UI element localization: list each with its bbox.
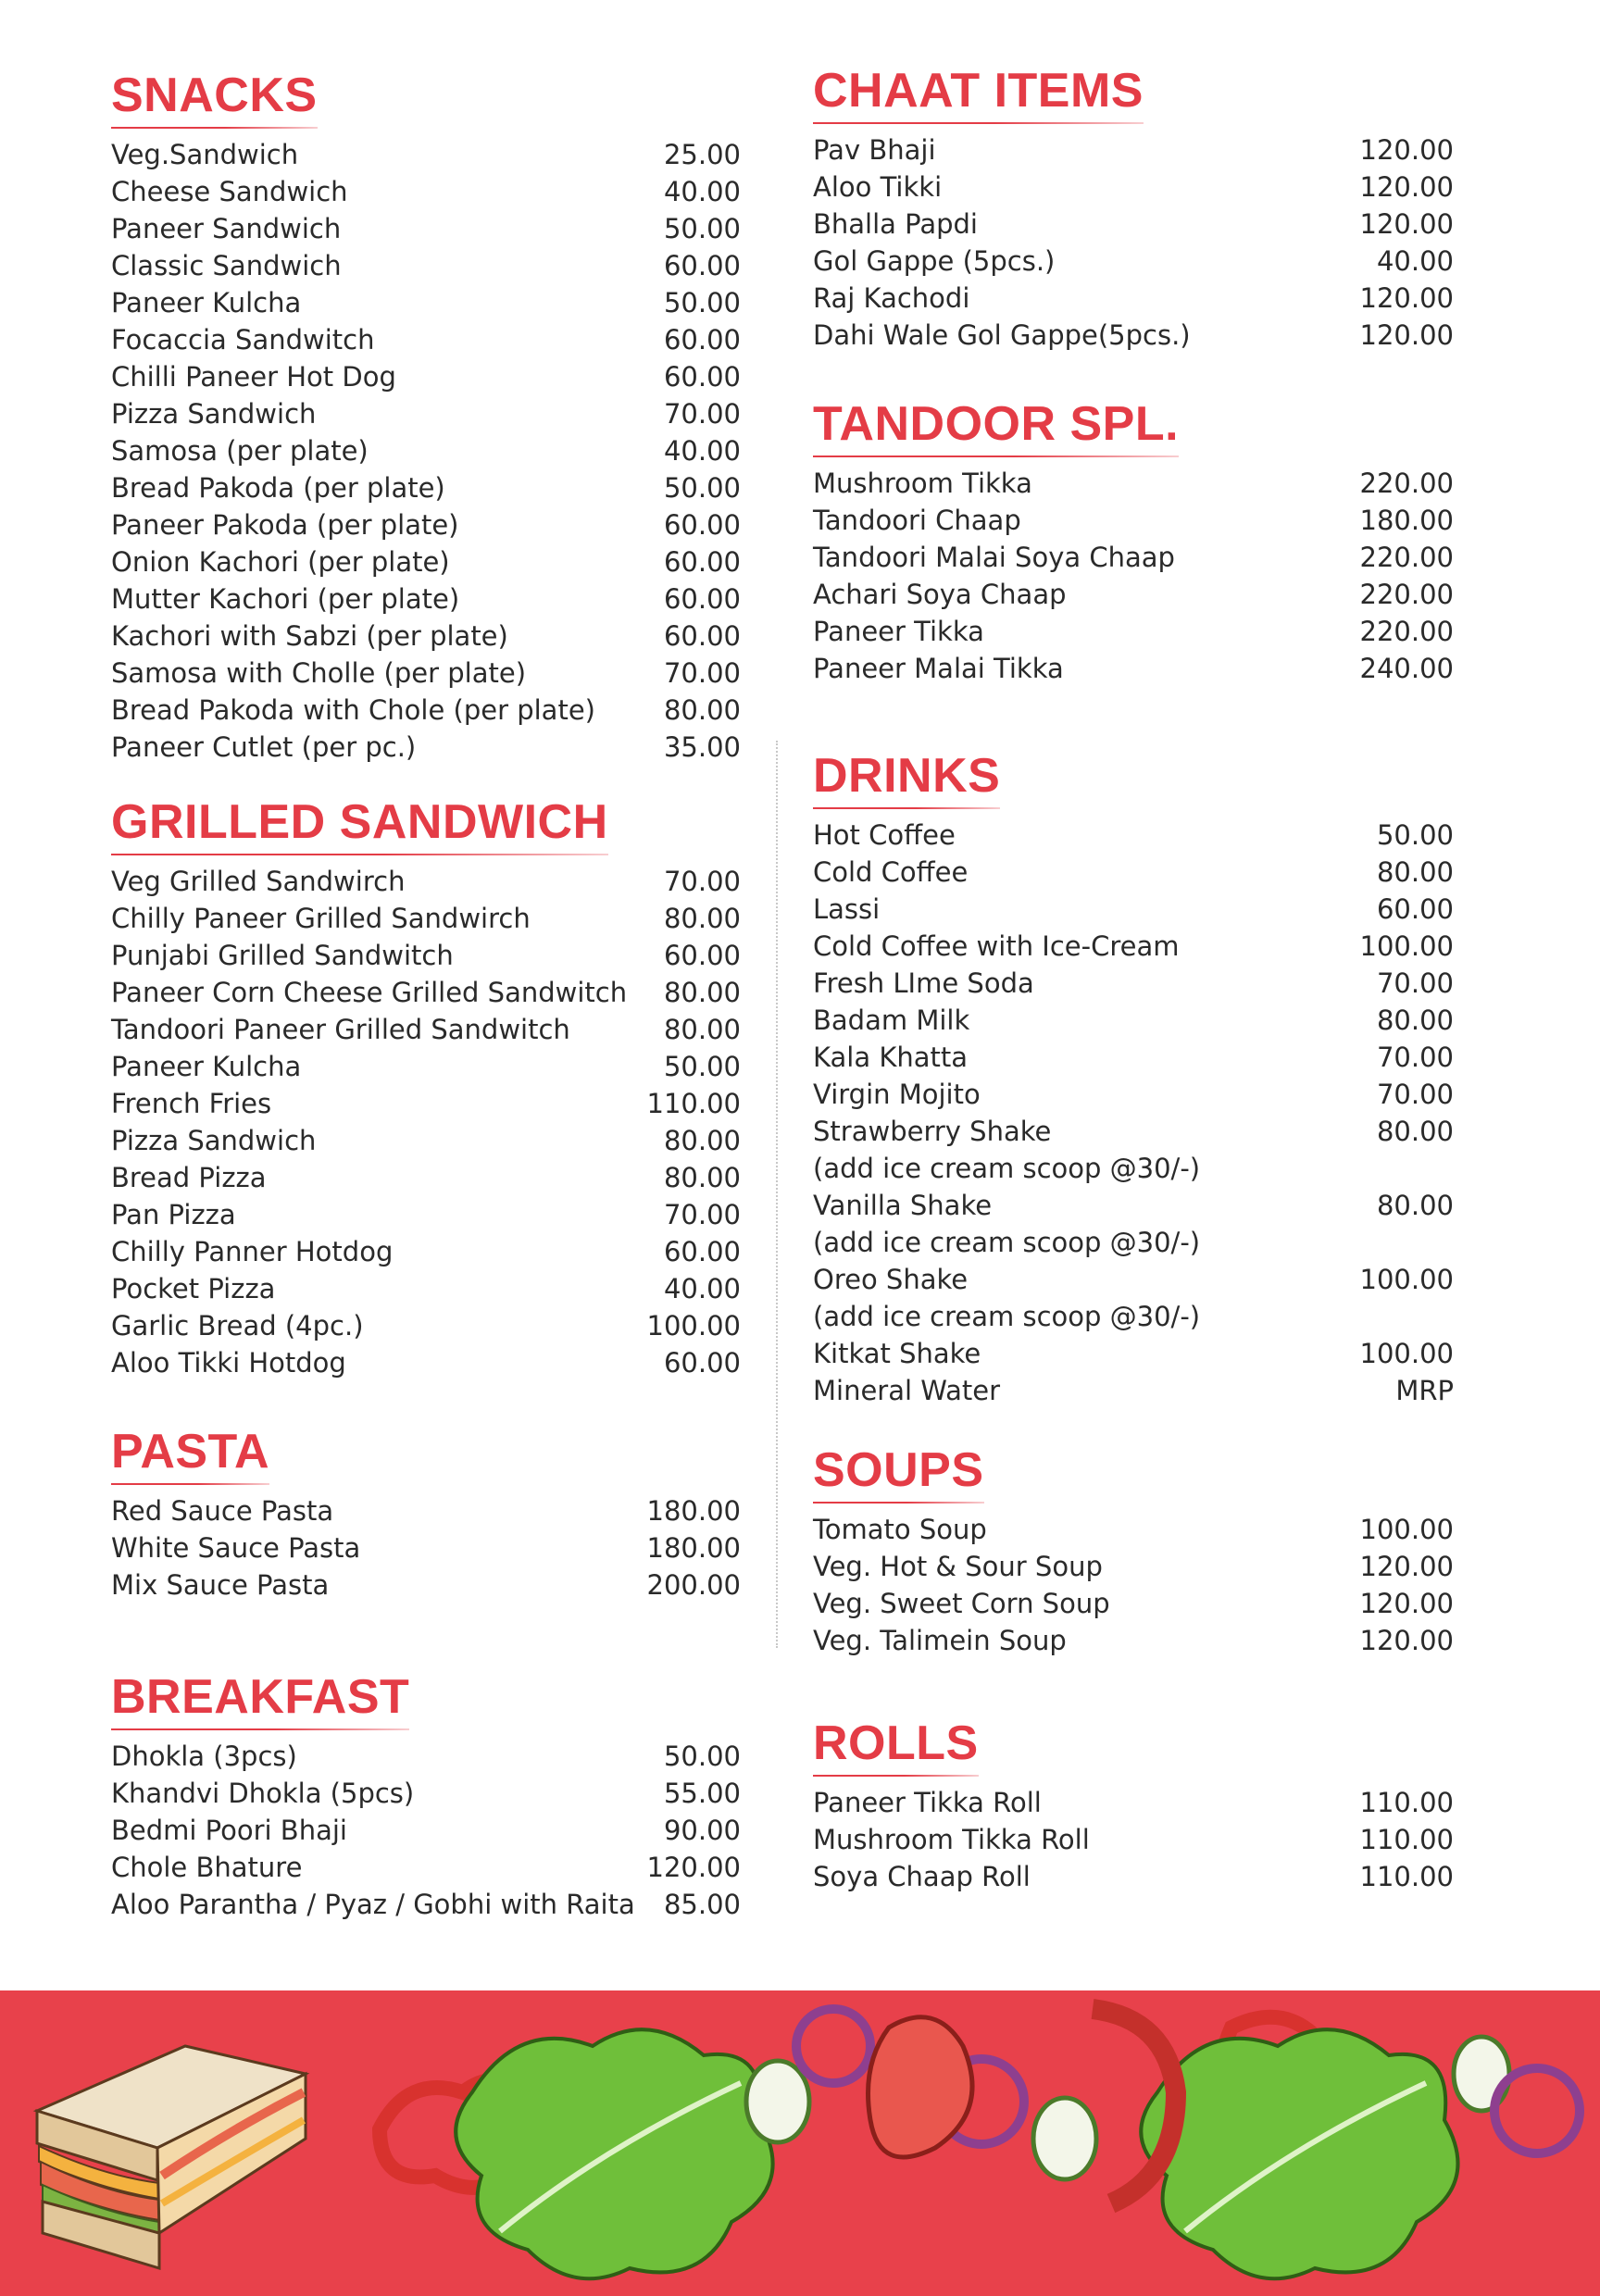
menu-item-price: 60.00 xyxy=(663,620,741,652)
menu-item xyxy=(813,206,1454,243)
menu-item-price: 60.00 xyxy=(663,509,741,541)
menu-item-price: 120.00 xyxy=(1359,134,1454,166)
menu-item-price: 50.00 xyxy=(663,287,741,318)
menu-item-price: 180.00 xyxy=(646,1532,741,1564)
menu-item xyxy=(111,1233,741,1270)
section-soups xyxy=(813,1444,1454,1659)
menu-item xyxy=(111,1775,741,1812)
menu-item-price: 60.00 xyxy=(663,1236,741,1267)
menu-item xyxy=(111,1307,741,1344)
menu-item-name: White Sauce Pasta xyxy=(111,1532,361,1564)
section-snacks xyxy=(111,69,741,766)
menu-item-price: 80.00 xyxy=(663,903,741,934)
menu-item xyxy=(111,432,741,469)
menu-item-name: Hot Coffee xyxy=(813,819,956,851)
menu-item-price: 60.00 xyxy=(663,546,741,578)
menu-item-price: 60.00 xyxy=(663,940,741,971)
menu-item xyxy=(813,1261,1454,1298)
menu-item xyxy=(813,1335,1454,1372)
section-title-wrap xyxy=(111,796,608,855)
section-title: BREAKFAST xyxy=(111,1670,410,1724)
menu-item-list xyxy=(813,1511,1454,1659)
section-title: GRILLED SANDWICH xyxy=(111,795,608,849)
menu-item-price: 120.00 xyxy=(1359,282,1454,314)
menu-item-price: 60.00 xyxy=(663,1347,741,1379)
menu-item-name: Chilly Panner Hotdog xyxy=(111,1236,394,1267)
menu-item xyxy=(813,243,1454,280)
menu-item-name: Red Sauce Pasta xyxy=(111,1495,334,1527)
menu-item xyxy=(111,506,741,543)
menu-item xyxy=(813,1548,1454,1585)
menu-item xyxy=(111,210,741,247)
banner-illustration xyxy=(0,1990,1600,2296)
menu-item-price: 85.00 xyxy=(663,1889,741,1920)
menu-item-name: Pan Pizza xyxy=(111,1199,236,1230)
menu-item xyxy=(813,1784,1454,1821)
menu-item-price: 220.00 xyxy=(1359,542,1454,573)
menu-item-name: Veg. Sweet Corn Soup xyxy=(813,1588,1110,1619)
title-underline xyxy=(813,122,1144,124)
menu-item xyxy=(813,650,1454,687)
menu-item xyxy=(813,1372,1454,1409)
menu-item xyxy=(111,395,741,432)
section-title: SOUPS xyxy=(813,1443,984,1497)
menu-item-name: Aloo Parantha / Pyaz / Gobhi with Raita xyxy=(111,1889,635,1920)
menu-item-list xyxy=(111,863,741,1381)
menu-item xyxy=(813,1511,1454,1548)
menu-item-list xyxy=(111,1492,741,1603)
title-underline xyxy=(813,1502,984,1504)
title-underline xyxy=(813,807,1000,809)
menu-item-price: 100.00 xyxy=(1359,1338,1454,1369)
menu-item-name: Pav Bhaji xyxy=(813,134,936,166)
menu-item-price: 80.00 xyxy=(663,977,741,1008)
sandwich-illustration xyxy=(37,2046,306,2268)
menu-item-name: Dahi Wale Gol Gappe(5pcs.) xyxy=(813,319,1191,351)
menu-item-name: Tandoori Chaap xyxy=(813,505,1021,536)
menu-item-name: Tandoori Malai Soya Chaap xyxy=(813,542,1175,573)
menu-item-price: 220.00 xyxy=(1359,616,1454,647)
menu-item xyxy=(813,168,1454,206)
menu-item xyxy=(813,1224,1454,1261)
menu-item xyxy=(813,1076,1454,1113)
menu-item-name: Vanilla Shake xyxy=(813,1190,993,1221)
menu-item xyxy=(813,1622,1454,1659)
menu-item xyxy=(111,900,741,937)
menu-item-name: Classic Sandwich xyxy=(111,250,342,281)
menu-item-name: Aloo Tikki Hotdog xyxy=(111,1347,346,1379)
menu-item-name: Onion Kachori (per plate) xyxy=(111,546,450,578)
menu-item-price: 50.00 xyxy=(663,1741,741,1772)
menu-item xyxy=(111,1849,741,1886)
menu-item-name: Veg.Sandwich xyxy=(111,139,299,170)
menu-item xyxy=(111,136,741,173)
menu-item-price: 100.00 xyxy=(1359,930,1454,962)
menu-item-price: 80.00 xyxy=(663,1162,741,1193)
menu-item-price: 120.00 xyxy=(1359,1625,1454,1656)
menu-item-price: 60.00 xyxy=(663,361,741,393)
menu-item-price: 70.00 xyxy=(663,657,741,689)
menu-item xyxy=(813,1002,1454,1039)
menu-item-name: Pizza Sandwich xyxy=(111,1125,317,1156)
menu-item-name: Chilli Paneer Hot Dog xyxy=(111,361,396,393)
menu-item xyxy=(813,131,1454,168)
menu-item-price: 40.00 xyxy=(1376,245,1454,277)
menu-item-name: Paneer Tikka Roll xyxy=(813,1787,1042,1818)
menu-item-price: 50.00 xyxy=(1376,819,1454,851)
menu-item-price: 80.00 xyxy=(1376,1190,1454,1221)
title-underline xyxy=(813,455,1179,457)
menu-item-price: 80.00 xyxy=(1376,856,1454,888)
menu-item xyxy=(111,247,741,284)
menu-item-name: Mushroom Tikka xyxy=(813,468,1032,499)
menu-item-price: 100.00 xyxy=(1359,1514,1454,1545)
menu-item xyxy=(813,1039,1454,1076)
menu-item-name: Paneer Malai Tikka xyxy=(813,653,1064,684)
menu-item-name: Bread Pizza xyxy=(111,1162,267,1193)
menu-item-name: Bread Pakoda with Chole (per plate) xyxy=(111,694,595,726)
menu-item xyxy=(813,576,1454,613)
menu-item-name: Bedmi Poori Bhaji xyxy=(111,1815,347,1846)
menu-item-price: 200.00 xyxy=(646,1569,741,1601)
menu-item xyxy=(111,1566,741,1603)
section-title: PASTA xyxy=(111,1425,270,1479)
menu-item xyxy=(111,655,741,692)
menu-item xyxy=(813,854,1454,891)
menu-item-name: Kachori with Sabzi (per plate) xyxy=(111,620,508,652)
menu-item-name: Mix Sauce Pasta xyxy=(111,1569,330,1601)
menu-item-price: 35.00 xyxy=(663,731,741,763)
title-underline xyxy=(111,1483,269,1485)
menu-item xyxy=(813,891,1454,928)
menu-item-name: Bread Pakoda (per plate) xyxy=(111,472,445,504)
section-title: DRINKS xyxy=(813,749,1001,803)
title-underline xyxy=(111,854,608,855)
menu-item xyxy=(111,469,741,506)
menu-item-name: Cold Coffee with Ice-Cream xyxy=(813,930,1180,962)
menu-item xyxy=(111,1492,741,1529)
menu-item-name: Badam Milk xyxy=(813,1004,970,1036)
menu-item xyxy=(111,863,741,900)
menu-item-name: Veg Grilled Sandwirch xyxy=(111,866,406,897)
menu-item xyxy=(813,928,1454,965)
menu-item-name: Punjabi Grilled Sandwitch xyxy=(111,940,454,971)
section-title-wrap xyxy=(813,1717,979,1777)
menu-item-name: Veg. Talimein Soup xyxy=(813,1625,1067,1656)
menu-item-name: Samosa with Cholle (per plate) xyxy=(111,657,527,689)
menu-item-price: 80.00 xyxy=(663,1125,741,1156)
section-title-wrap xyxy=(111,69,318,129)
section-pasta xyxy=(111,1426,741,1603)
section-tandoor-spl xyxy=(813,398,1454,687)
section-drinks xyxy=(813,750,1454,1409)
menu-item-price: 110.00 xyxy=(1359,1861,1454,1892)
menu-item xyxy=(111,1529,741,1566)
menu-item-price: 110.00 xyxy=(1359,1824,1454,1855)
menu-item xyxy=(111,1270,741,1307)
menu-item-price: 80.00 xyxy=(1376,1116,1454,1147)
menu-item-name: Kala Khatta xyxy=(813,1042,969,1073)
section-title: CHAAT ITEMS xyxy=(813,64,1144,118)
menu-item-list xyxy=(813,465,1454,687)
menu-item-price: 120.00 xyxy=(1359,171,1454,203)
menu-item-price: 25.00 xyxy=(663,139,741,170)
menu-item-name: Veg. Hot & Sour Soup xyxy=(813,1551,1103,1582)
menu-item xyxy=(813,1858,1454,1895)
menu-item-list xyxy=(111,136,741,766)
menu-item xyxy=(111,937,741,974)
menu-item-name: Dhokla (3pcs) xyxy=(111,1741,297,1772)
section-title: TANDOOR SPL. xyxy=(813,397,1180,451)
menu-item-name: Strawberry Shake xyxy=(813,1116,1052,1147)
menu-item xyxy=(111,1196,741,1233)
menu-item-price: 120.00 xyxy=(1359,1551,1454,1582)
menu-item xyxy=(111,618,741,655)
menu-item xyxy=(813,280,1454,317)
menu-item xyxy=(111,729,741,766)
menu-item-price: 40.00 xyxy=(663,1273,741,1304)
menu-item-price: MRP xyxy=(1395,1375,1454,1406)
menu-item-name: French Fries xyxy=(111,1088,272,1119)
menu-item xyxy=(813,317,1454,354)
section-title-wrap xyxy=(813,65,1144,124)
menu-item-price: 60.00 xyxy=(663,324,741,356)
menu-item-name: Focaccia Sandwitch xyxy=(111,324,375,356)
menu-item-name: Virgin Mojito xyxy=(813,1079,981,1110)
menu-item-name: Mushroom Tikka Roll xyxy=(813,1824,1090,1855)
menu-item-price: 55.00 xyxy=(663,1778,741,1809)
menu-item-name: Chilly Paneer Grilled Sandwirch xyxy=(111,903,531,934)
menu-item-name: Lassi xyxy=(813,893,881,925)
menu-item xyxy=(813,1187,1454,1224)
food-banner xyxy=(0,1990,1600,2296)
section-title-wrap xyxy=(813,398,1179,457)
menu-item-price: 50.00 xyxy=(663,1051,741,1082)
menu-item-name: Paneer Kulcha xyxy=(111,1051,302,1082)
menu-item-price: 80.00 xyxy=(1376,1004,1454,1036)
menu-item-price: 120.00 xyxy=(1359,1588,1454,1619)
section-grilled-sandwich xyxy=(111,796,741,1381)
menu-item-price: 110.00 xyxy=(646,1088,741,1119)
menu-item-price: 120.00 xyxy=(646,1852,741,1883)
menu-item xyxy=(111,1812,741,1849)
menu-item-name: Kitkat Shake xyxy=(813,1338,981,1369)
section-title-wrap xyxy=(813,1444,984,1504)
menu-item-name: Tandoori Paneer Grilled Sandwitch xyxy=(111,1014,570,1045)
menu-item-name: Pocket Pizza xyxy=(111,1273,276,1304)
menu-item-price: 40.00 xyxy=(663,176,741,207)
section-title: SNACKS xyxy=(111,69,318,122)
menu-item-price: 220.00 xyxy=(1359,468,1454,499)
menu-item-name: Paneer Cutlet (per pc.) xyxy=(111,731,417,763)
menu-item-name: Raj Kachodi xyxy=(813,282,970,314)
menu-item-price: 220.00 xyxy=(1359,579,1454,610)
menu-item-name: Garlic Bread (4pc.) xyxy=(111,1310,364,1341)
menu-item-price: 80.00 xyxy=(663,694,741,726)
menu-item xyxy=(813,613,1454,650)
section-title: ROLLS xyxy=(813,1716,979,1770)
menu-item-price: 70.00 xyxy=(1376,1042,1454,1073)
menu-item-name: Bhalla Papdi xyxy=(813,208,978,240)
menu-item xyxy=(111,358,741,395)
menu-item-name: (add ice cream scoop @30/-) xyxy=(813,1227,1201,1258)
menu-item-name: Soya Chaap Roll xyxy=(813,1861,1031,1892)
menu-item-price: 240.00 xyxy=(1359,653,1454,684)
title-underline xyxy=(111,1728,409,1730)
menu-item xyxy=(111,1122,741,1159)
menu-item-name: Paneer Corn Cheese Grilled Sandwitch xyxy=(111,977,628,1008)
menu-item xyxy=(111,1011,741,1048)
menu-item-price: 100.00 xyxy=(646,1310,741,1341)
menu-item xyxy=(813,1298,1454,1335)
menu-item-price: 180.00 xyxy=(1359,505,1454,536)
menu-item-name: Oreo Shake xyxy=(813,1264,969,1295)
menu-item-price: 50.00 xyxy=(663,472,741,504)
menu-item-list xyxy=(813,1784,1454,1895)
menu-item xyxy=(813,1821,1454,1858)
menu-item-name: Mineral Water xyxy=(813,1375,1000,1406)
menu-item-price: 120.00 xyxy=(1359,319,1454,351)
menu-item xyxy=(813,539,1454,576)
menu-item-name: Paneer Sandwich xyxy=(111,213,342,244)
menu-item xyxy=(813,817,1454,854)
menu-item-name: Cheese Sandwich xyxy=(111,176,348,207)
menu-item-name: Tomato Soup xyxy=(813,1514,987,1545)
menu-item xyxy=(813,1113,1454,1150)
menu-item-price: 70.00 xyxy=(663,866,741,897)
menu-item xyxy=(111,580,741,618)
menu-item-price: 40.00 xyxy=(663,435,741,467)
menu-item xyxy=(813,965,1454,1002)
menu-item xyxy=(111,1048,741,1085)
section-title-wrap xyxy=(813,750,1000,809)
menu-item-price: 180.00 xyxy=(646,1495,741,1527)
menu-item-name: Paneer Pakoda (per plate) xyxy=(111,509,459,541)
menu-item-price: 90.00 xyxy=(663,1815,741,1846)
menu-item-price: 100.00 xyxy=(1359,1264,1454,1295)
section-breakfast xyxy=(111,1671,741,1923)
menu-item xyxy=(813,1585,1454,1622)
menu-item-price: 70.00 xyxy=(663,398,741,430)
menu-item-price: 80.00 xyxy=(663,1014,741,1045)
menu-item-list xyxy=(813,131,1454,354)
menu-item-name: Paneer Kulcha xyxy=(111,287,302,318)
menu-item xyxy=(813,465,1454,502)
menu-item xyxy=(813,502,1454,539)
menu-item-price: 70.00 xyxy=(1376,1079,1454,1110)
menu-item-price: 60.00 xyxy=(1376,893,1454,925)
menu-item xyxy=(111,543,741,580)
menu-item xyxy=(111,1886,741,1923)
menu-item xyxy=(111,692,741,729)
menu-item-list xyxy=(813,817,1454,1409)
menu-item-price: 70.00 xyxy=(1376,967,1454,999)
menu-item-price: 70.00 xyxy=(663,1199,741,1230)
menu-item-name: (add ice cream scoop @30/-) xyxy=(813,1153,1201,1184)
section-rolls xyxy=(813,1717,1454,1895)
section-chaat-items xyxy=(813,65,1454,354)
section-title-wrap xyxy=(111,1671,409,1730)
menu-item-name: Cold Coffee xyxy=(813,856,969,888)
menu-item-name: Gol Gappe (5pcs.) xyxy=(813,245,1056,277)
menu-item-name: Aloo Tikki xyxy=(813,171,943,203)
menu-item-price: 50.00 xyxy=(663,213,741,244)
menu-item xyxy=(111,321,741,358)
menu-item xyxy=(111,173,741,210)
section-title-wrap xyxy=(111,1426,269,1485)
menu-item-price: 60.00 xyxy=(663,583,741,615)
menu-item-name: Achari Soya Chaap xyxy=(813,579,1067,610)
menu-item xyxy=(813,1150,1454,1187)
menu-item-name: (add ice cream scoop @30/-) xyxy=(813,1301,1201,1332)
menu-item-name: Samosa (per plate) xyxy=(111,435,369,467)
menu-item xyxy=(111,1738,741,1775)
menu-item xyxy=(111,1085,741,1122)
menu-item-price: 60.00 xyxy=(663,250,741,281)
menu-item-price: 120.00 xyxy=(1359,208,1454,240)
menu-item-name: Mutter Kachori (per plate) xyxy=(111,583,460,615)
menu-item xyxy=(111,1344,741,1381)
menu-item-name: Chole Bhature xyxy=(111,1852,303,1883)
menu-item xyxy=(111,1159,741,1196)
menu-item-name: Khandvi Dhokla (5pcs) xyxy=(111,1778,415,1809)
column-divider xyxy=(776,741,778,1648)
title-underline xyxy=(813,1775,979,1777)
title-underline xyxy=(111,127,318,129)
menu-item-name: Fresh LIme Soda xyxy=(813,967,1034,999)
menu-item xyxy=(111,284,741,321)
menu-item-name: Pizza Sandwich xyxy=(111,398,317,430)
menu-item-name: Paneer Tikka xyxy=(813,616,984,647)
menu-item-list xyxy=(111,1738,741,1923)
menu-item-price: 110.00 xyxy=(1359,1787,1454,1818)
menu-item xyxy=(111,974,741,1011)
